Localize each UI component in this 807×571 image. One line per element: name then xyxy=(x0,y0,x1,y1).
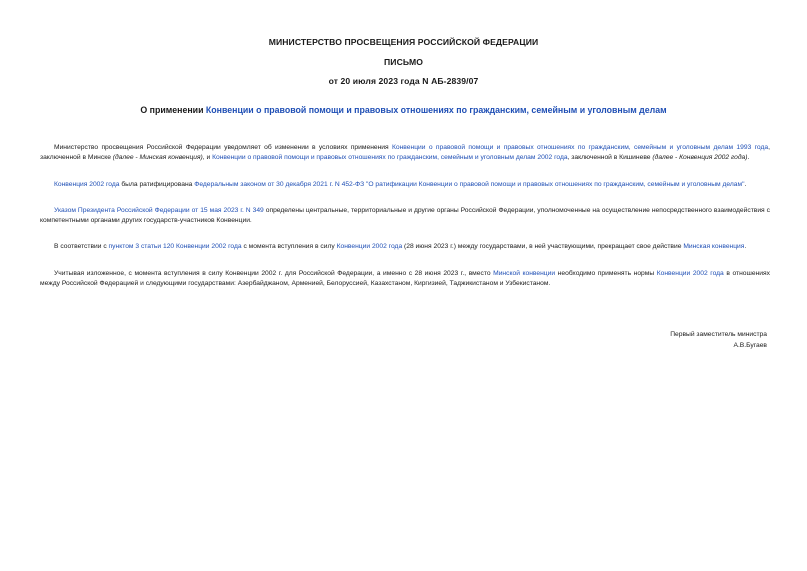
document-subject xyxy=(0,105,807,115)
date-number-heading: от 20 июля 2023 года N АБ-2839/07 xyxy=(328,76,479,86)
p5-text-2: необходимо применять нормы xyxy=(555,269,657,277)
p1-italic-2: (далее - Конвенция 2002 года) xyxy=(652,154,748,162)
ministry-heading: МИНИСТЕРСТВО ПРОСВЕЩЕНИЯ РОССИЙСКОЙ ФЕДЕРАЦИИ xyxy=(268,37,539,47)
p1-text-2: , заключенной в Минске xyxy=(40,144,770,162)
paragraph-4 xyxy=(40,242,770,252)
paragraph-5 xyxy=(40,269,770,290)
signer-name: А.В.Бугаев xyxy=(733,341,767,349)
p2-link-federal-law[interactable]: Федеральным законом от 30 декабря 2021 г. N 452-ФЗ "О ратификации Конвенции о правовой помощи и правовых отношениях по гражданским, семейным и уголовным делам" xyxy=(194,180,745,188)
p4-text-4: . xyxy=(744,243,747,251)
document-body xyxy=(40,143,770,305)
p1-text-1: Министерство просвещения Российской Федерации уведомляет об изменении в условиях применения xyxy=(54,144,392,151)
p4-text-1: В соответствии с xyxy=(54,243,109,251)
p3-text-1: определены центральные, территориальные и другие органы Российской Федерации, уполномоченные на осуществление непосредственного взаимодействия с компетентными органами других государств-участников Конвенции. xyxy=(40,206,770,225)
paragraph-1 xyxy=(40,143,770,164)
p4-link-minsk-convention[interactable]: Минская конвенция xyxy=(683,243,745,251)
signer-position: Первый заместитель министра xyxy=(670,331,767,338)
p5-link-convention-2002[interactable]: Конвенции 2002 года xyxy=(656,269,724,277)
p1-link-minsk-convention[interactable]: Конвенции о правовой помощи и правовых отношениях по гражданским, семейным и уголовным делам 1993 года xyxy=(392,144,769,151)
p4-text-2: с момента вступления в силу xyxy=(241,243,337,251)
p5-text-3: в отношениях между Российской Федерацией и следующими государствами: Азербайджаном, Арменией, Белоруссией, Казахстаном, Киргизией, Таджикистаном и Узбекистаном. xyxy=(40,269,770,288)
p1-text-5: . xyxy=(747,154,750,162)
paragraph-2 xyxy=(40,180,770,190)
p3-link-decree[interactable]: Указом Президента Российской Федерации от 15 мая 2023 г. N 349 xyxy=(54,206,264,214)
p4-text-3: (28 июня 2023 г.) между государствами, в ней участвующими, прекращает свое действие xyxy=(402,243,684,251)
p1-text-3: , и xyxy=(202,154,213,162)
paragraph-3 xyxy=(40,206,770,227)
p2-link-convention-2002[interactable]: Конвенция 2002 года xyxy=(54,180,120,188)
p1-italic-1: (далее - Минская конвенция) xyxy=(112,154,203,162)
p2-text-1: была ратифицирована xyxy=(119,180,195,188)
subject-convention-link[interactable]: Конвенции о правовой помощи и правовых отношениях по гражданским, семейным и уголовным делам xyxy=(205,105,667,115)
p4-link-article-120[interactable]: пунктом 3 статьи 120 Конвенции 2002 года xyxy=(108,243,242,251)
p1-text-4: , заключенной в Кишиневе xyxy=(567,154,653,162)
subject-prefix: О применении xyxy=(140,105,206,115)
p5-text-1: Учитывая изложенное, с момента вступления в силу Конвенции 2002 г. для Российской Федерации, а именно с 28 июня 2023 г., вместо xyxy=(54,269,494,277)
doc-type-heading: ПИСЬМО xyxy=(384,57,423,67)
p2-text-2: . xyxy=(744,180,747,188)
p1-link-convention-2002[interactable]: Конвенции о правовой помощи и правовых отношениях по гражданским, семейным и уголовным делам 2002 года xyxy=(212,154,568,162)
signature-block xyxy=(670,330,767,351)
p5-link-minsk-convention[interactable]: Минской конвенции xyxy=(493,269,556,277)
p4-link-convention-2002[interactable]: Конвенции 2002 года xyxy=(336,243,403,251)
